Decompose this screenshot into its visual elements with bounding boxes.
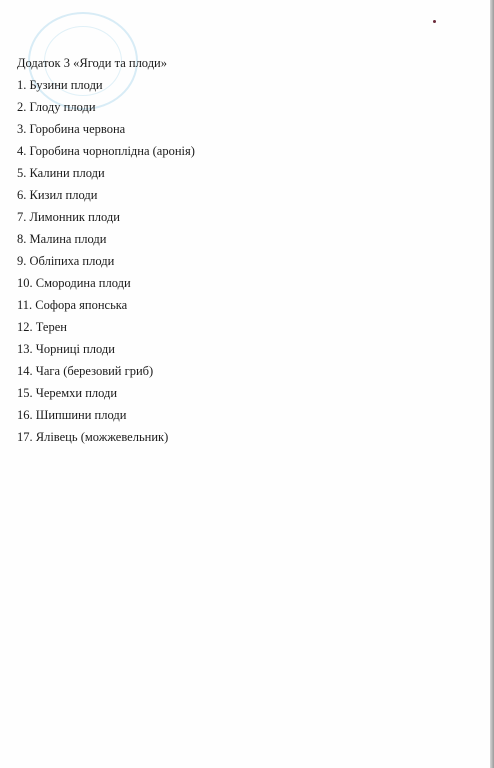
ink-speck [433, 20, 436, 23]
list-item: 1. Бузини плоди [17, 78, 103, 92]
list-item: 10. Смородина плоди [17, 276, 131, 290]
list-item: 6. Кизил плоди [17, 188, 98, 202]
appendix-title: Додаток 3 «Ягоди та плоди» [17, 56, 167, 70]
list-item: 14. Чага (березовий гриб) [17, 364, 154, 378]
list-item: 15. Черемхи плоди [17, 386, 118, 400]
list-item: 13. Чорниці плоди [17, 342, 115, 356]
list-item: 9. Обліпиха плоди [17, 254, 115, 268]
list-item: 3. Горобина червона [17, 122, 126, 136]
list-item: 16. Шипшини плоди [17, 408, 127, 422]
list-item: 11. Софора японська [17, 298, 128, 312]
list-item: 7. Лимонник плоди [17, 210, 120, 224]
list-item: 17. Ялівець (можжевельник) [17, 430, 169, 444]
appendix-list [17, 52, 477, 448]
page-edge-shadow [490, 0, 494, 768]
list-item: 12. Терен [17, 320, 67, 334]
list-item: 4. Горобина чорноплідна (аронія) [17, 144, 195, 158]
list-item: 5. Калини плоди [17, 166, 105, 180]
list-item: 2. Глоду плоди [17, 100, 96, 114]
list-item: 8. Малина плоди [17, 232, 107, 246]
